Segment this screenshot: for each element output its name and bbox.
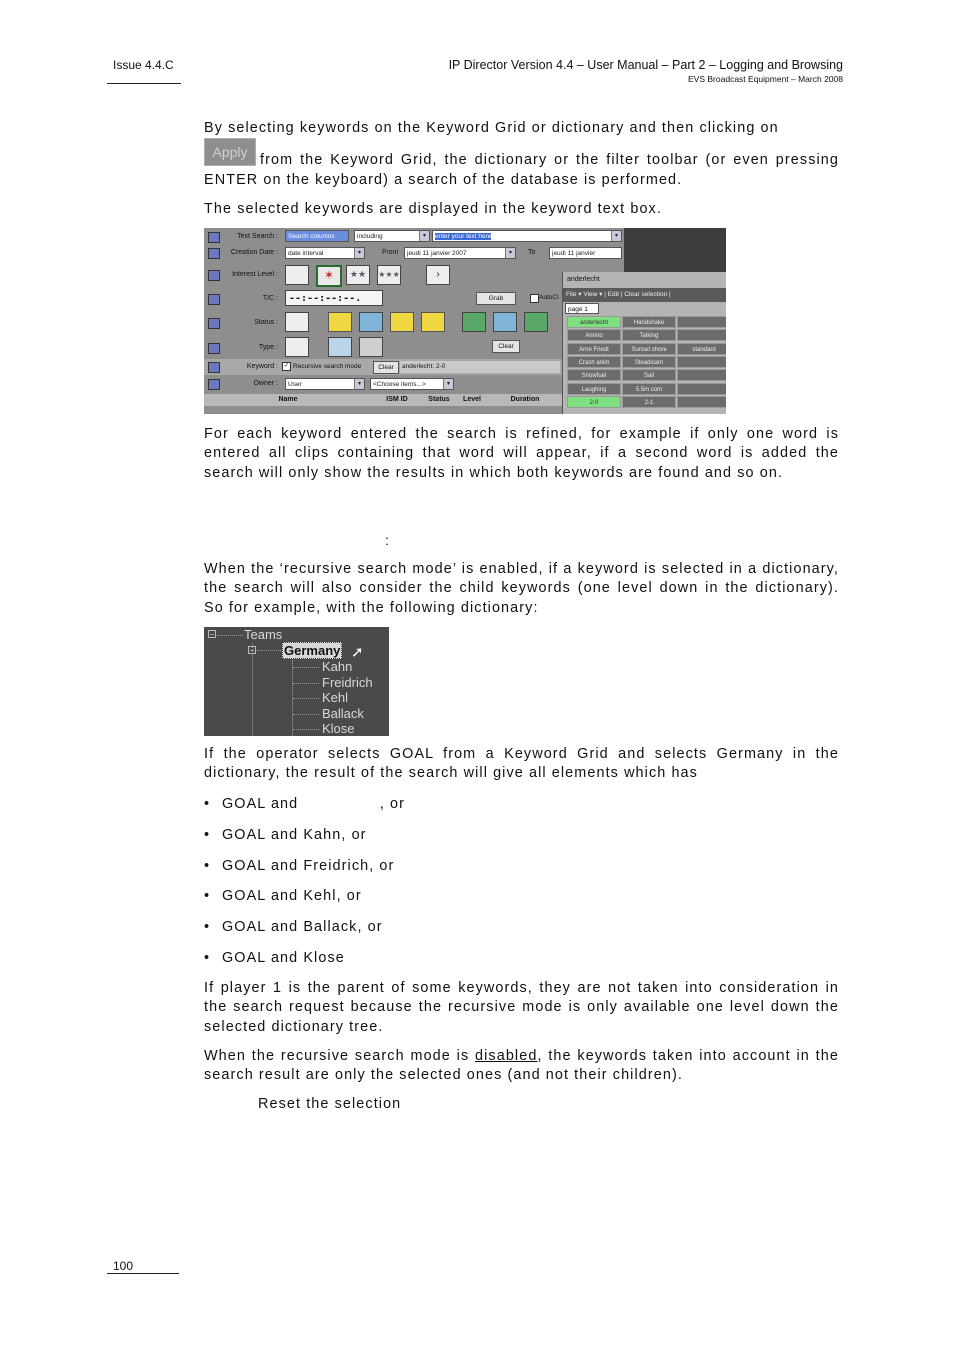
- tree-node-child[interactable]: Kehl: [322, 690, 349, 705]
- grid-cell[interactable]: [677, 329, 726, 341]
- tree-node-child[interactable]: Kahn: [322, 659, 353, 674]
- timecode-input[interactable]: --:--:--:--.: [285, 290, 383, 306]
- bullet-dot-icon: •: [204, 857, 211, 874]
- document-title: IP Director Version 4.4 – User Manual – Part 2 – Logging and Browsing: [448, 58, 843, 72]
- grid-cell[interactable]: Steadicam: [622, 356, 676, 368]
- tree-node-germany[interactable]: Germany: [284, 643, 341, 658]
- tree-connector: [293, 667, 319, 668]
- bullet-dot-icon: •: [204, 919, 211, 936]
- dictionary-tree-screenshot: [204, 627, 389, 736]
- keyword-text-box[interactable]: anderlecht: 2-0: [400, 361, 560, 373]
- clear-button[interactable]: Clear: [492, 340, 520, 353]
- bullet-text: GOAL and Ballack, or: [222, 919, 383, 936]
- status-green1-button[interactable]: [462, 312, 486, 332]
- grid-cell[interactable]: Handshake: [622, 316, 676, 328]
- tree-connector: [257, 650, 281, 651]
- apply-button[interactable]: Apply: [204, 138, 256, 166]
- paragraph-keywords-displayed: The selected keywords are displayed in the keyword text box.: [204, 201, 662, 217]
- status-add-button[interactable]: [421, 312, 445, 332]
- status-clip-button[interactable]: [359, 312, 383, 332]
- owner-select[interactable]: User ▾: [285, 378, 365, 390]
- grid-cell[interactable]: [677, 396, 726, 408]
- chevron-down-icon: ▾: [419, 231, 429, 241]
- grid-cell[interactable]: [677, 383, 726, 395]
- tree-connector: [293, 714, 319, 715]
- keyword-label: Keyword :: [246, 363, 278, 370]
- grid-cell[interactable]: Talking: [622, 329, 676, 341]
- bullet-text: GOAL and Klose: [222, 950, 345, 966]
- creation-date-label: Creation Date :: [230, 249, 278, 256]
- tree-connector: [293, 729, 319, 730]
- document-subtitle: EVS Broadcast Equipment – March 2008: [688, 74, 843, 84]
- paragraph-intro-line1: By selecting keywords on the Keyword Grid or dictionary and then clicking on: [204, 120, 779, 136]
- paragraph-intro-line3: ENTER on the keyboard) a search of the database is performed.: [204, 172, 683, 188]
- bullet-item: [204, 950, 345, 966]
- to-label: To: [528, 249, 536, 256]
- recursive-checkbox[interactable]: ✓: [283, 363, 290, 369]
- grid-cell[interactable]: [677, 316, 726, 328]
- tree-node-child[interactable]: Ballack: [322, 705, 364, 721]
- interest-none-button[interactable]: [285, 265, 309, 285]
- bullet-item: [204, 888, 362, 904]
- column-header-status[interactable]: Status: [422, 394, 457, 406]
- tree-node-child[interactable]: Klose: [322, 721, 355, 736]
- chevron-down-icon: ▾: [611, 231, 621, 241]
- grab-button[interactable]: Grab: [476, 292, 516, 305]
- grid-cell[interactable]: Sail: [622, 369, 676, 381]
- search-panel-screenshot: [204, 228, 726, 414]
- status-none-button[interactable]: [285, 312, 309, 332]
- colon-text: :: [385, 532, 389, 548]
- issue-label: Issue 4.4.C: [113, 58, 174, 72]
- chevron-down-icon: ▾: [505, 248, 515, 258]
- search-columns-select[interactable]: Search columns: [285, 230, 349, 242]
- page-number: 100: [113, 1259, 134, 1273]
- to-date-input[interactable]: jeudi 11 janvier: [549, 247, 622, 259]
- grid-cell[interactable]: [677, 356, 726, 368]
- mouse-pointer-icon: ➚: [351, 644, 364, 661]
- bullet-item: [204, 919, 383, 935]
- autoclr-checkbox[interactable]: [530, 294, 539, 303]
- header-rule: [107, 83, 181, 84]
- footer-rule: [107, 1273, 179, 1274]
- tree-connector: [293, 683, 319, 684]
- from-date-input[interactable]: jeudi 11 janvier 2007 ▾: [404, 247, 516, 259]
- choose-items-select[interactable]: <Choose items...> ▾: [370, 378, 454, 390]
- next-arrow-button[interactable]: ›: [426, 265, 450, 285]
- column-header-duration[interactable]: Duration: [488, 394, 563, 406]
- grid-cell[interactable]: standard: [677, 343, 726, 355]
- tree-connector: [293, 698, 319, 699]
- grid-title: anderlecht: [567, 276, 600, 283]
- text-search-input[interactable]: enter your text here ▾: [432, 230, 622, 242]
- chevron-down-icon: ▾: [443, 379, 453, 389]
- type-link-button[interactable]: [328, 337, 352, 357]
- folder-icon[interactable]: [328, 312, 352, 332]
- bullet-dot-icon: •: [204, 888, 211, 905]
- type-chain-button[interactable]: [359, 337, 383, 357]
- status-ce-button[interactable]: [390, 312, 414, 332]
- column-header-name[interactable]: Name: [204, 394, 373, 406]
- grid-cell[interactable]: anderlecht: [567, 316, 621, 328]
- tree-connector: [252, 643, 253, 736]
- grid-page-tab[interactable]: page 1: [565, 303, 599, 314]
- chevron-down-icon: ▾: [354, 248, 364, 258]
- date-interval-select[interactable]: date interval ▾: [285, 247, 365, 259]
- bullet-item: [204, 827, 367, 843]
- paragraph-search-refined: For each keyword entered the search is refined, for example if only one word is entered all clips containing that word will appear, if a second word is added the search will only show the results in which both keywords are found and so on.: [204, 426, 839, 481]
- column-header-ism-id[interactable]: ISM ID: [372, 394, 423, 406]
- owner-label: Owner :: [253, 380, 278, 387]
- grid-cell[interactable]: 2-1: [622, 396, 676, 408]
- bullet-text: GOAL and , or: [222, 796, 406, 812]
- paragraph-goal-example: If the operator selects GOAL from a Keyword Grid and selects Germany in the dictionary, the result of the search will give all elements which has: [204, 746, 839, 782]
- paragraph-intro-line2: from the Keyword Grid, the dictionary or the filter toolbar (or even pressing: [260, 152, 839, 168]
- grid-cell[interactable]: Snowfuel: [567, 369, 621, 381]
- grid-cell[interactable]: 5.5m com: [622, 383, 676, 395]
- paragraph-recursive-enabled: When the ‘recursive search mode’ is enabled, if a keyword is selected in a dictionary, the search will also consider the child keywords (one level down in the dictionary). So for example, with the following dictionary:: [204, 561, 839, 616]
- bullet-dot-icon: •: [204, 826, 211, 843]
- reset-selection-heading: Reset the selection: [258, 1096, 402, 1112]
- interest-level-label: Interest Level :: [232, 271, 278, 278]
- bullet-text: GOAL and Kehl, or: [222, 888, 362, 905]
- collapse-icon[interactable]: −: [209, 630, 215, 639]
- disabled-underlined: disabled: [475, 1048, 538, 1064]
- paragraph-recursive-disabled: When the recursive search mode is disabled, the keywords taken into account in the search result are only the selected ones (and not their children).: [204, 1048, 839, 1084]
- grid-cell[interactable]: Ammo: [567, 329, 621, 341]
- tree-node-child[interactable]: Freidrich: [322, 674, 373, 690]
- bullet-text: GOAL and Kahn, or: [222, 826, 367, 843]
- status-green3-button[interactable]: [524, 312, 548, 332]
- dark-area: [624, 228, 726, 272]
- status-label: Status :: [254, 319, 278, 326]
- grid-cell[interactable]: Crash anim: [567, 356, 621, 368]
- interest-one-star-button[interactable]: ✶: [316, 265, 342, 287]
- interest-three-star-button[interactable]: ★★★: [377, 265, 401, 285]
- grid-cell[interactable]: Sunset shore: [622, 343, 676, 355]
- grid-cell[interactable]: Arne Friedt: [567, 343, 621, 355]
- status-green2-button[interactable]: [493, 312, 517, 332]
- collapse-icon[interactable]: −: [249, 646, 255, 655]
- from-label: From: [382, 249, 399, 256]
- bullet-text: GOAL and Freidrich, or: [222, 857, 395, 874]
- column-header-level[interactable]: Level: [456, 394, 489, 406]
- type-label: Type :: [258, 344, 278, 351]
- tree-connector: [217, 635, 243, 636]
- autoclr-label: AutoCl: [539, 294, 559, 301]
- interest-two-star-button[interactable]: ★★: [346, 265, 370, 285]
- chevron-down-icon: ▾: [354, 379, 364, 389]
- recursive-label: Recursive search mode: [293, 363, 362, 370]
- bullet-dot-icon: •: [204, 796, 211, 812]
- tree-node-teams[interactable]: Teams: [244, 627, 283, 642]
- grid-cell[interactable]: Laughing: [567, 383, 621, 395]
- grid-cell[interactable]: [677, 369, 726, 381]
- text-search-label: Text Search :: [237, 233, 278, 240]
- type-none-button[interactable]: [285, 337, 309, 357]
- bullet-dot-icon: •: [204, 950, 211, 966]
- paragraph-player-parent: If player 1 is the parent of some keywords, they are not taken into consideration in the search request because the recursive mode is only available one level down the selected dictionary tree.: [204, 980, 839, 1035]
- including-select[interactable]: including ▾: [354, 230, 430, 242]
- grid-menu-bar[interactable]: File ▾ View ▾ | Edit | Clear selection |: [563, 288, 726, 302]
- clear-keyword-button[interactable]: Clear: [373, 361, 399, 374]
- bullet-item: [204, 858, 394, 874]
- keyword-grid-window: [562, 272, 726, 414]
- tc-label: T/C :: [262, 295, 278, 302]
- bullet-item: [204, 796, 405, 812]
- grid-cell[interactable]: 2-0: [567, 396, 621, 408]
